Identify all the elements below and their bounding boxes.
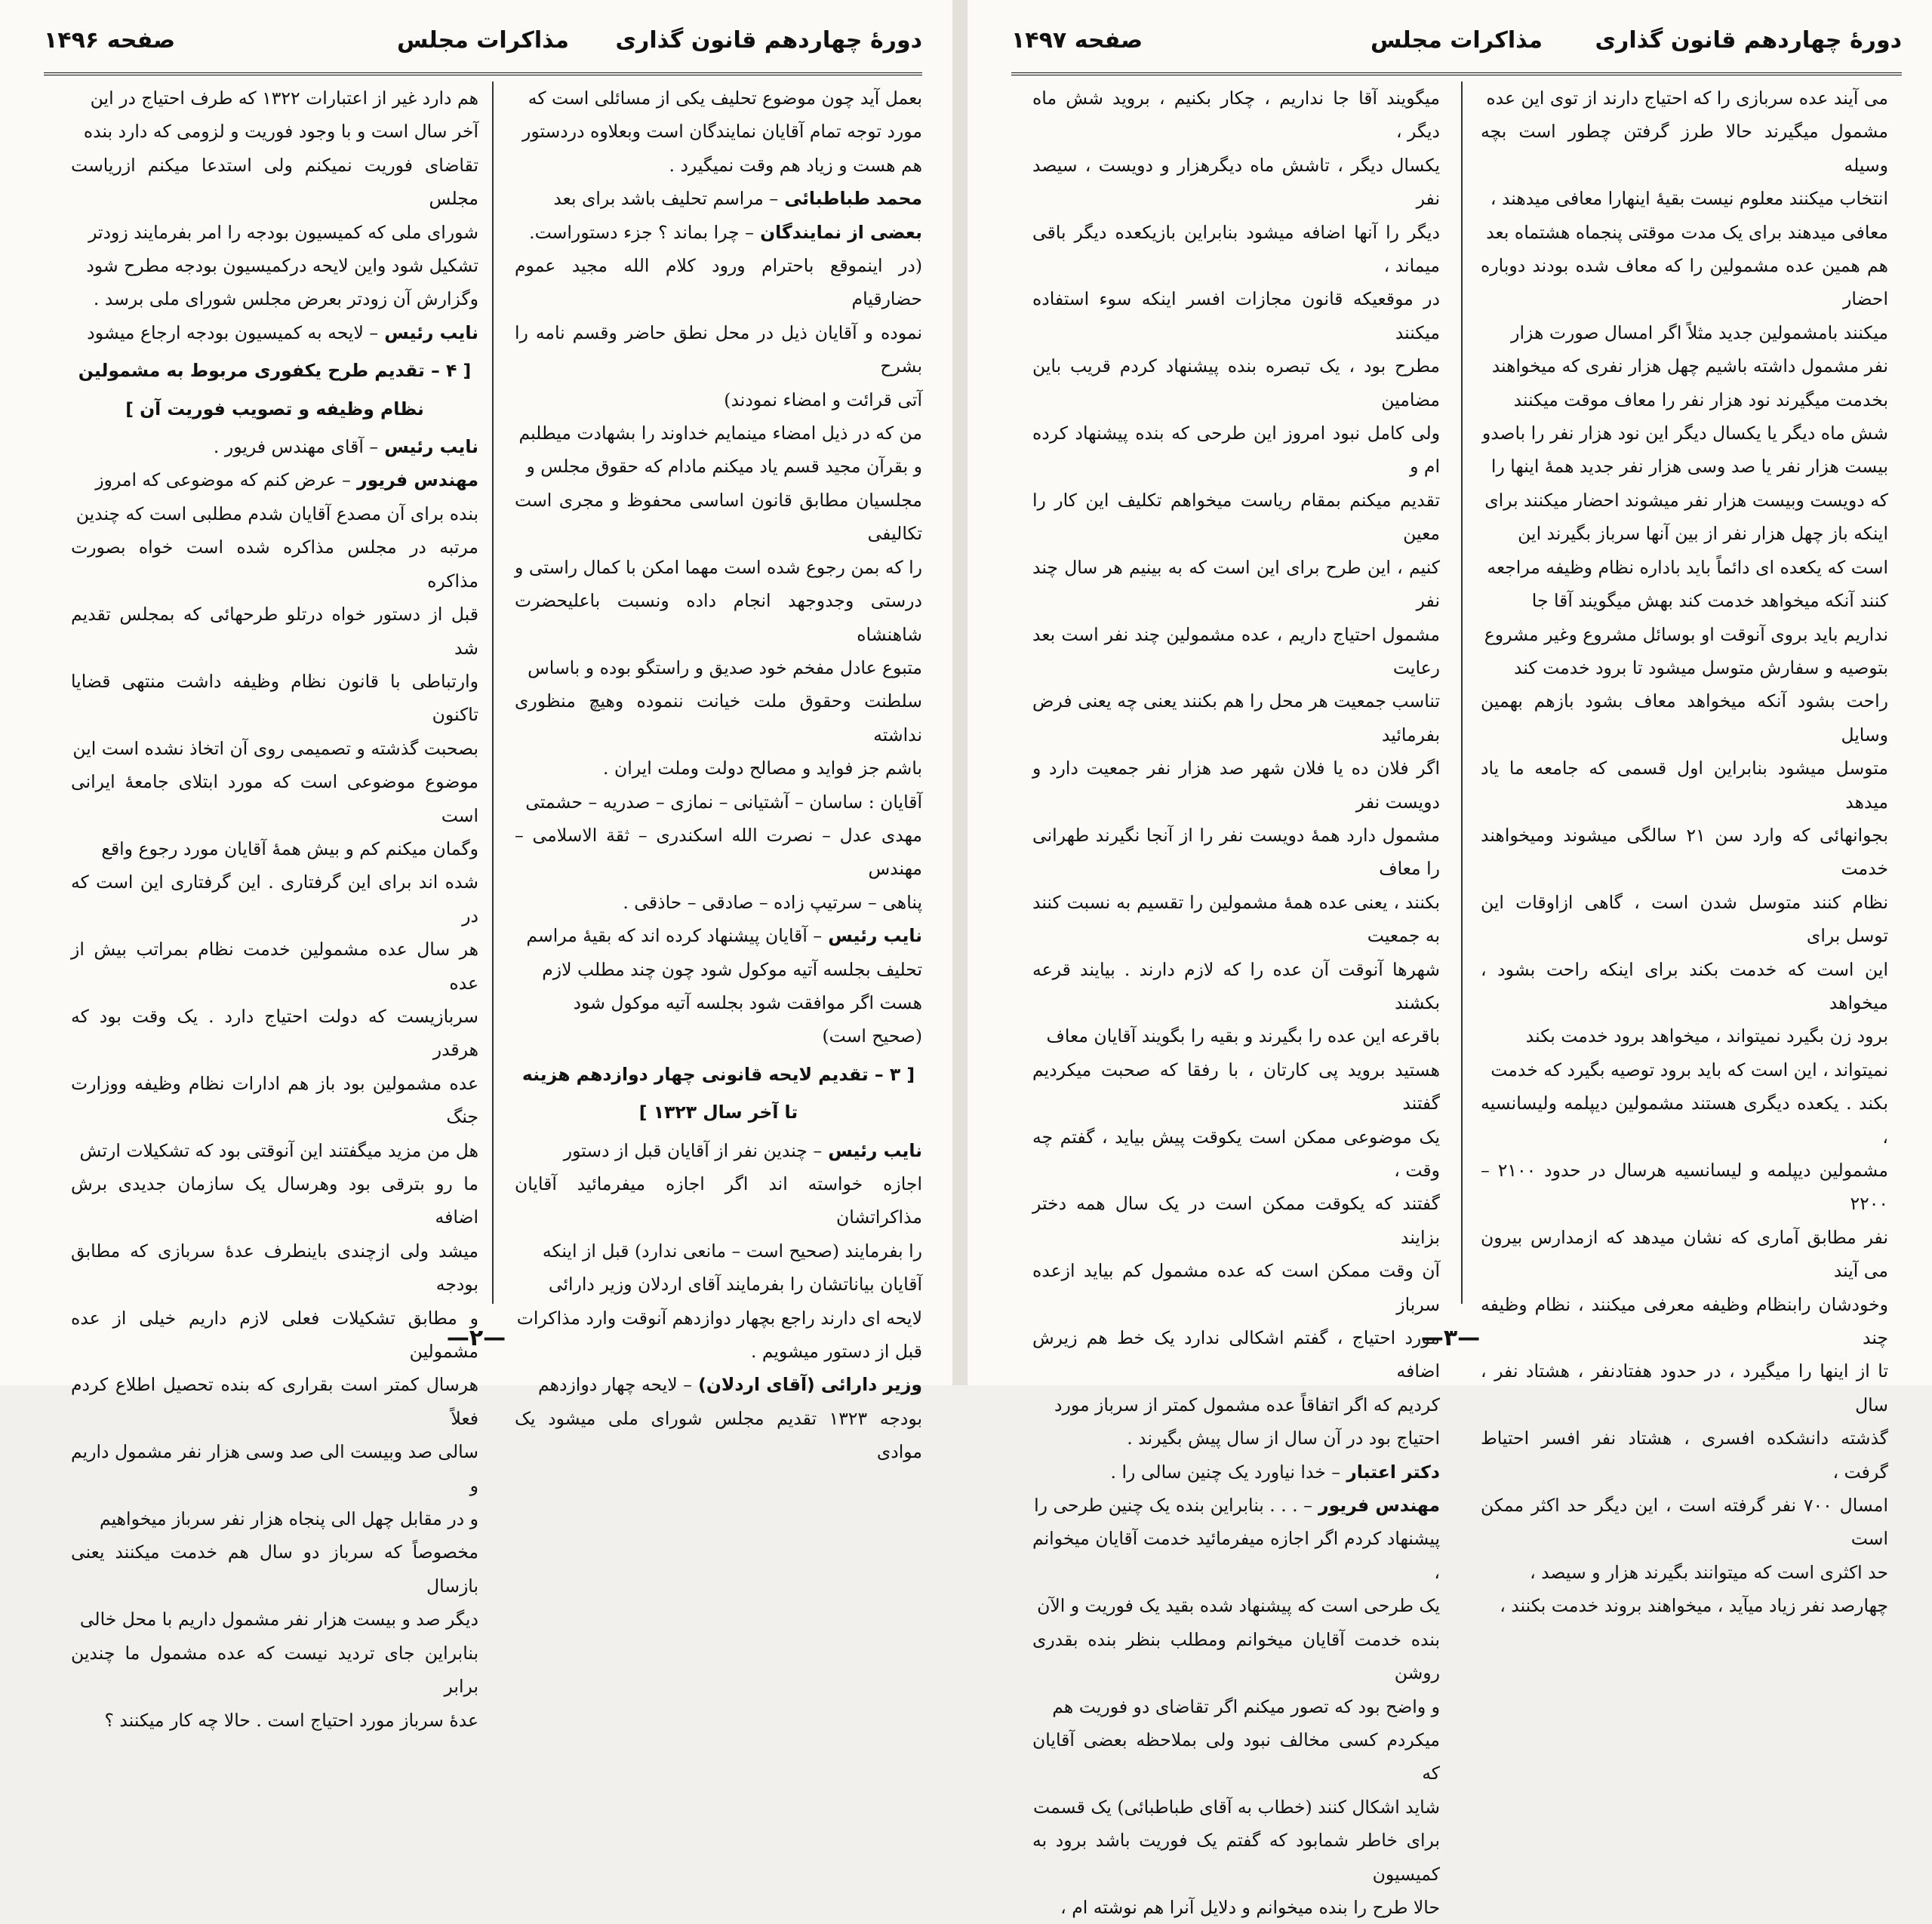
text-line: آقایان بیاناتشان را بفرمایند آقای اردلان وزیر دارائی bbox=[548, 1274, 922, 1295]
text-line: میگویند آقا جا نداریم ، چکار بکنیم ، بروید شش ماه دیگر ، bbox=[1032, 88, 1440, 143]
text-line: [ ۳ – تقدیم لایحه قانونی چهار دوازدهم هزینه bbox=[521, 1063, 915, 1085]
header-rule bbox=[44, 72, 922, 75]
text-line: دیگر صد و بیست هزار نفر مشمول داریم با محل خالی bbox=[79, 1609, 478, 1630]
text-line: را بفرمایند (صحیح است – مانعی ندارد) قبل از اینکه bbox=[542, 1240, 922, 1262]
text-line: اگر فلان ده یا فلان شهر صد هزار نفر جمعیت دارد و دویست نفر bbox=[1032, 758, 1440, 813]
text-line: چهارصد نفر زیاد میآید ، میخواهند بروند خدمت بکنند ، bbox=[1500, 1595, 1888, 1617]
text-line: بتوصیه و سفارش متوسل میشود تا برود خدمت کند bbox=[1513, 656, 1888, 678]
text-line: کنند آنکه میخواهد خدمت کند بهش میگویند آقا جا bbox=[1531, 590, 1888, 612]
text-line: باشم جز فواید و مصالح دولت وملت ایران . bbox=[603, 758, 922, 779]
speaker-name: نایب رئیس bbox=[378, 436, 478, 458]
text-line: یکسال دیگر ، تاشش ماه دیگرهزار و دویست ، سیصد نفر bbox=[1032, 154, 1440, 210]
text-line: نظام کنند متوسل شدن است ، گاهی ازاوقات این توسل برای bbox=[1481, 891, 1888, 947]
text-line: گذشته دانشکده افسری ، هشتاد نفر افسر احتیاط گرفت ، bbox=[1481, 1428, 1888, 1483]
text-line: هر سال عده مشمولین خدمت نظام بمراتب بیش از عده bbox=[71, 939, 478, 994]
text-line: مشمول احتیاج داریم ، عده مشمولین چند نفر است بعد رعایت bbox=[1032, 623, 1440, 678]
text-line: مورد توجه تمام آقایان نمایندگان است وبعلاوه دردستور bbox=[522, 121, 922, 143]
speaker-name: وزیر دارائی (آقای اردلان) bbox=[691, 1374, 922, 1396]
text-line: اینکه باز چهل هزار نفر از بین آنها سرباز بگیرند این bbox=[1518, 523, 1888, 545]
text-line: تحلیف بجلسه آتیه موکول شود چون چند مطلب لازم bbox=[542, 958, 922, 980]
text-line: نداریم باید بروی آنوقت او بوسائل مشروع وغیر مشروع bbox=[1484, 623, 1888, 645]
text-line: کردیم که اگر اتفاقاً عده مشمول کمتر از سرباز مورد bbox=[1054, 1394, 1440, 1415]
text-line: که دویست وبیست هزار نفر میشوند احضار میکنند برای bbox=[1484, 489, 1888, 511]
text-line: مهندس فریور – . . . بنابراین بنده یک چنین طرحی را bbox=[1034, 1495, 1440, 1517]
column-rule bbox=[492, 81, 494, 1304]
text-line: بنده برای آن مصدع آقایان شدم مطلبی است که چندین bbox=[75, 503, 478, 524]
text-line: و در مقابل چهل الی پنجاه هزار نفر سرباز میخواهیم bbox=[99, 1508, 478, 1530]
text-line: ما رو بترقی بود وهرسال یک سازمان جدیدی برش اضافه bbox=[71, 1173, 478, 1228]
text-line: و مطابق تشکیلات فعلی لازم داریم خیلی از عده مشمولین bbox=[71, 1307, 478, 1363]
text-line: آن وقت ممکن است که عده مشمول کم بیاید ازعده سرباز bbox=[1032, 1260, 1440, 1315]
text-line: مشمول میگیرند حالا طرز گرفتن چطور است بچه وسیله bbox=[1481, 121, 1888, 176]
column-rule bbox=[1461, 81, 1463, 1304]
text-column-right bbox=[515, 81, 923, 1463]
header-series: دورهٔ چهاردهم قانون گذاری bbox=[615, 27, 922, 54]
text-line: نموده و آقایان ذیل در محل نطق حاضر وقسم نامه را بشرح bbox=[515, 321, 922, 377]
speaker-name: مهندس فریور bbox=[1312, 1495, 1440, 1517]
text-line: هستید بروید پی کارتان ، با رفقا که صحبت میکردیم گفتند bbox=[1032, 1059, 1440, 1114]
text-line: وخودشان رابنظام وظیفه معرفی میکنند ، نظام وظیفه چند bbox=[1481, 1293, 1888, 1349]
text-line: سالی صد وبیست الی صد وسی هزار نفر مشمول داریم و bbox=[71, 1441, 478, 1496]
text-line: بنده خدمت آقایان میخوانم ومطلب بنظر بنده بقدری روشن bbox=[1032, 1628, 1440, 1684]
text-line: موضوع موضوعی است که مورد ابتلای جامعهٔ ایرانی است bbox=[71, 771, 478, 826]
text-line: بیست هزار نفر یا صد وسی هزار نفر جدید همهٔ اینها را bbox=[1491, 456, 1888, 478]
text-line: [ ۴ – تقدیم طرح یکفوری مربوط به مشمولین bbox=[78, 360, 472, 382]
text-line: سربازیست که دولت احتیاج دارد . یک وقت بود که هرقدر bbox=[71, 1005, 478, 1061]
text-line: بکند . یکعده دیگری هستند مشمولین دیپلمه ولیسانسیه ، bbox=[1481, 1093, 1888, 1148]
text-line: تقدیم میکنم بمقام ریاست میخواهم تکلیف این کار را معین bbox=[1032, 489, 1440, 545]
text-line: هم همین عده مشمولین را که معاف شده بودند دوباره احضار bbox=[1481, 255, 1888, 310]
text-line: نایب رئیس – آقایان پیشنهاد کرده اند که بقیهٔ مراسم bbox=[526, 925, 922, 947]
text-line: مشمولین دیپلمه و لیسانسیه هرسال در حدود ۲۱۰۰ – ۲۲۰۰ bbox=[1481, 1160, 1888, 1215]
speaker-name: بعضی از نمایندگان bbox=[753, 221, 922, 243]
text-line: برای خاطر شمابود که گفتم یک فوریت باشد برود به کمیسیون bbox=[1032, 1830, 1440, 1885]
text-line: وزیر دارائی (آقای اردلان) – لایحه چهار دوازدهم bbox=[537, 1374, 922, 1396]
speaker-name: نایب رئیس bbox=[378, 321, 478, 343]
text-line: هم هست و زیاد هم وقت نمیگیرد . bbox=[669, 154, 922, 176]
text-line: یک موضوعی ممکن است یکوقت پیش بیاید ، گفتم چه وقت ، bbox=[1032, 1126, 1440, 1181]
page-footer-number: —۳— bbox=[1420, 1325, 1481, 1351]
text-line: میکردم کسی مخالف نبود ولی بملاحظه بعضی آقایان که bbox=[1032, 1729, 1440, 1784]
text-line: شده اند برای این گرفتاری . این گرفتاری این است که در bbox=[71, 871, 478, 927]
text-line: سلطنت وحقوق ملت خیانت ننموده وهیچ منظوری نداشته bbox=[515, 690, 922, 745]
header-series: دورهٔ چهاردهم قانون گذاری bbox=[1595, 27, 1902, 54]
text-line: تا آخر سال ۱۳۲۳ ] bbox=[638, 1102, 798, 1123]
text-line: تشکیل شود واین لایحه درکمیسیون بودجه مطرح شود bbox=[86, 255, 478, 277]
text-line: وگمان میکنم کم و بیش همهٔ آقایان مورد رجوع واقع bbox=[101, 838, 478, 859]
text-line: لایحه ای دارند راجع بچهار دوازدهم آنوقت وارد مذاکرات bbox=[516, 1307, 922, 1329]
text-line: مطرح بود ، یک تبصره بنده پیشنهاد کردم قریب باین مضامین bbox=[1032, 355, 1440, 410]
text-line: نایب رئیس – لایحه به کمیسیون بودجه ارجاع میشود bbox=[87, 321, 478, 343]
text-line: گفتند که یکوقت ممکن است در یک سال همه دختر بزایند bbox=[1032, 1193, 1440, 1248]
text-line: معافی میدهند برای یک مدت موقتی پنجماه هشتماه بعد bbox=[1486, 221, 1888, 243]
text-line: میشد ولی ازچندی باینطرف عدهٔ سربازی که مطابق بودجه bbox=[71, 1240, 478, 1295]
text-line: مرتبه در مجلس مذاکره شده است خواه بصورت مذاکره bbox=[71, 536, 478, 592]
text-line: برود زن بگیرد نمیتواند ، میخواهد برود خدمت بکند bbox=[1525, 1025, 1888, 1047]
text-line: بصحبت گذشته و تصمیمی روی آن اتخاذ نشده است این bbox=[72, 737, 478, 759]
speaker-name: محمد طباطبائی bbox=[778, 188, 922, 210]
text-line: نمیتواند ، این است که باید برود توصیه بگیرد که خدمت bbox=[1491, 1059, 1888, 1080]
page-header bbox=[1011, 26, 1902, 71]
text-line: کنیم ، این طرح برای این است که به بینیم هر سال چند نفر bbox=[1032, 556, 1440, 612]
text-line: بعضی از نمایندگان – چرا بماند ؟ جزء دستوراست. bbox=[529, 221, 922, 243]
speaker-name: نایب رئیس bbox=[822, 925, 922, 947]
text-line: انتخاب میکنند معلوم نیست بقیهٔ اینهارا معافی میدهند ، bbox=[1490, 188, 1888, 210]
text-line: وارتباطی با قانون نظام وظیفه داشت منتهی قضایا تاکنون bbox=[71, 670, 478, 726]
text-line: هرسال کمتر است بقراری که بنده تحصیل اطلاع کردم فعلاً bbox=[71, 1374, 478, 1429]
text-line: بخدمت میگیرند نود هزار نفر را معاف موقت میکنند bbox=[1513, 389, 1888, 410]
text-line: تناسب جمعیت هر محل را هم بکنند یعنی چه یعنی فرض بفرمائید bbox=[1032, 690, 1440, 745]
text-line: من که در ذیل امضاء مینمایم خداوند را بشهادت میطلبم bbox=[518, 423, 922, 444]
text-line: مهدی عدل – نصرت الله اسکندری – ثقة الاسلامی – مهندس bbox=[515, 824, 922, 880]
text-line: تا از اینها را میگیرد ، در حدود هفتادنفر ، هشتاد نفر ، سال bbox=[1481, 1360, 1888, 1415]
text-line: ولی کامل نبود امروز این طرحی که بنده پیشنهاد کرده ام و bbox=[1032, 423, 1440, 478]
text-line: قبل از دستور خواه درتلو طرحهائی که بمجلس تقدیم شد bbox=[71, 604, 478, 659]
text-line: دکتر اعتبار – خدا نیاورد یک چنین سالی را . bbox=[1110, 1461, 1440, 1483]
text-line: امسال ۷۰۰ نفر گرفته است ، این دیگر حد اکثر ممکن است bbox=[1481, 1495, 1888, 1550]
text-line: حد اکثری است که میتوانند بگیرند هزار و سیصد ، bbox=[1530, 1561, 1888, 1583]
binding-gutter bbox=[952, 0, 968, 1385]
text-line: نفر مطابق آماری که نشان میدهد که ازمدارس بیرون می آیند bbox=[1481, 1226, 1888, 1282]
text-line: پناهی – سرتیپ زاده – صادقی – حاذقی . bbox=[623, 891, 922, 913]
text-line: آخر سال است و با وجود فوریت و لزومی که دارد بنده bbox=[83, 121, 478, 143]
text-line: اجازه خواسته اند اگر اجازه میفرمائید آقایان مذاکراتشان bbox=[515, 1173, 922, 1228]
text-line: بعمل آید چون موضوع تحلیف یکی از مسائلی است که bbox=[528, 88, 922, 109]
text-line: دیگر را آنها اضافه میشود بنابراین بازیکعده دیگر باقی میماند ، bbox=[1032, 221, 1440, 277]
text-line: است که یکعده ای دائماً باید باداره نظام وظیفه مراجعه bbox=[1487, 556, 1888, 578]
text-line: راحت بشود آنکه میخواهد معاف بشود بازهم بهمین وسایل bbox=[1481, 690, 1888, 745]
text-line: وگزارش آن زودتر بعرض مجلس شورای ملی برسد . bbox=[93, 288, 478, 310]
text-line: بکنند ، یعنی عده همهٔ مشمولین را تقسیم به نسبت کنند به جمعیت bbox=[1032, 891, 1440, 947]
text-line: یک طرحی است که پیشنهاد شده بقید یک فوریت و الآن bbox=[1037, 1595, 1440, 1617]
page-header bbox=[44, 26, 922, 71]
page-1497 bbox=[968, 0, 1932, 1918]
text-line: آقایان : ساسان – آشتیانی – نمازی – صدریه – حشمتی bbox=[525, 791, 922, 813]
text-line: عده مشمولین بود باز هم ادارات نظام وظیفه ووزارت جنگ bbox=[71, 1072, 478, 1128]
text-line: باقرعه این عده را بگیرند و بقیه را بگویند آقایان معاف bbox=[1046, 1025, 1440, 1047]
text-line: نایب رئیس – آقای مهندس فریور . bbox=[213, 436, 478, 458]
speaker-name: مهندس فریور bbox=[350, 469, 478, 491]
header-rule bbox=[1011, 72, 1902, 75]
text-line: نایب رئیس – چندین نفر از آقایان قبل از دستور bbox=[563, 1139, 922, 1161]
page-footer-number: —۲— bbox=[446, 1325, 506, 1351]
text-line: آتی قرائت و امضاء نمودند) bbox=[724, 389, 922, 410]
text-line: بودجه ۱۳۲۳ تقدیم مجلس شورای ملی میشود یک موادی bbox=[515, 1407, 923, 1463]
text-line: و بقرآن مجید قسم یاد میکنم مادام که حقوق مجلس و bbox=[526, 456, 922, 478]
text-line: قبل از دستور میشویم . bbox=[750, 1341, 922, 1363]
text-line: هست اگر موافقت شود بجلسه آتیه موکول شود bbox=[573, 991, 922, 1013]
speaker-name: نایب رئیس bbox=[822, 1139, 922, 1161]
text-line: بجوانهائی که وارد سن ۲۱ سالگی میشوند ومیخواهند خدمت bbox=[1481, 824, 1888, 880]
text-line: را که بمن رجوع شده است مهما امکن با کمال راستی و bbox=[515, 556, 922, 578]
text-line: مشمول دارد همهٔ دویست نفر را از آنجا نگیرند طهرانی را معاف bbox=[1032, 824, 1440, 880]
text-line: میکنند بامشمولین جدید مثلاً اگر امسال صورت هزار bbox=[1511, 321, 1888, 343]
text-line: مهندس فریور – عرض کنم که موضوعی که امروز bbox=[95, 469, 478, 491]
text-line: نظام وظیفه و تصویب فوریت آن ] bbox=[125, 398, 424, 420]
text-line: مجلسیان مطابق قانون اساسی محفوظ و مجری است تکالیفی bbox=[515, 489, 922, 545]
text-line: بنابراین جای تردید نیست که عده مشمول ما چندین برابر bbox=[71, 1642, 478, 1698]
text-line: عدهٔ سرباز مورد احتیاج است . حالا چه کار میکنند ؟ bbox=[104, 1709, 478, 1731]
text-line: مخصوصاً که سرباز دو سال هم خدمت میکنند یعنی بازسال bbox=[71, 1541, 478, 1597]
header-page-number: صفحه ۱۴۹۶ bbox=[44, 27, 176, 54]
speaker-name: دکتر اعتبار bbox=[1340, 1461, 1440, 1483]
text-line: درستی وجدوجهد انجام داده ونسبت باعلیحضرت شاهنشاه bbox=[515, 590, 922, 645]
text-line: (در اینموقع باحترام ورود کلام الله مجید عموم حضارقیام bbox=[515, 255, 922, 310]
text-line: می آیند عده سربازی را که احتیاج دارند از توی این عده bbox=[1486, 88, 1888, 109]
header-page-number: صفحه ۱۴۹۷ bbox=[1011, 27, 1143, 54]
text-line: متبوع عادل مفخم خود صدیق و راستگو بوده و باساس bbox=[528, 656, 922, 678]
text-line: محمد طباطبائی – مراسم تحلیف باشد برای بعد bbox=[553, 188, 922, 210]
page-1496 bbox=[0, 0, 952, 1731]
text-column-left bbox=[71, 81, 478, 1731]
text-line: (صحیح است) bbox=[822, 1025, 922, 1047]
text-line: نفر مشمول داشته باشیم چهل هزار نفری که میخواهند bbox=[1491, 355, 1888, 377]
text-column-left bbox=[1032, 81, 1440, 1918]
text-line: در موقعیکه قانون مجازات افسر اینکه سوء استفاده میکنند bbox=[1032, 288, 1440, 343]
text-line: شورای ملی که کمیسیون بودجه را امر بفرمایند زودتر bbox=[88, 221, 478, 243]
text-line: تقاضای فوریت نمیکنم ولی استدعا میکنم ازریاست مجلس bbox=[71, 154, 478, 210]
text-line: هل من مزید میگفتند این آنوقتی بود که تشکیلات ارتش bbox=[79, 1139, 478, 1161]
text-line: متوسل میشود بنابراین اول قسمی که جامعه ما یاد میدهد bbox=[1481, 758, 1888, 813]
header-title: مذاکرات مجلس bbox=[1370, 27, 1543, 54]
text-line: و واضح بود که تصور میکنم اگر تقاضای دو فوریت هم bbox=[1052, 1695, 1440, 1717]
text-line: این است که خدمت بکند برای اینکه راحت بشود ، میخواهد bbox=[1481, 958, 1888, 1013]
text-line: شهرها آنوقت آن عده را که لازم دارند . بیایند قرعه بکشند bbox=[1032, 958, 1440, 1013]
text-line: حالا طرح را بنده میخوانم و دلایل آنرا هم نوشته ام ، bbox=[1060, 1896, 1440, 1918]
text-line: احتیاج بود در آن سال از سال پیش بگیرند . bbox=[1127, 1428, 1440, 1449]
text-line: شش ماه دیگر یا یکسال دیگر این نود هزار نفر را باصدو bbox=[1481, 423, 1888, 444]
text-line: پیشنهاد کردم اگر اجازه میفرمائید خدمت آقایان میخوانم ، bbox=[1032, 1528, 1440, 1583]
text-line: هم دارد غیر از اعتبارات ۱۳۲۲ که طرف احتیاج در این bbox=[90, 88, 478, 109]
text-column-right bbox=[1481, 81, 1888, 1617]
text-line: شاید اشکال کنند (خطاب به آقای طباطبائی) یک قسمت bbox=[1033, 1796, 1440, 1818]
header-title: مذاکرات مجلس bbox=[396, 27, 570, 54]
text-line: مورد احتیاج ، گفتم اشکالی ندارد یک خط هم زیرش اضافه bbox=[1032, 1327, 1440, 1382]
